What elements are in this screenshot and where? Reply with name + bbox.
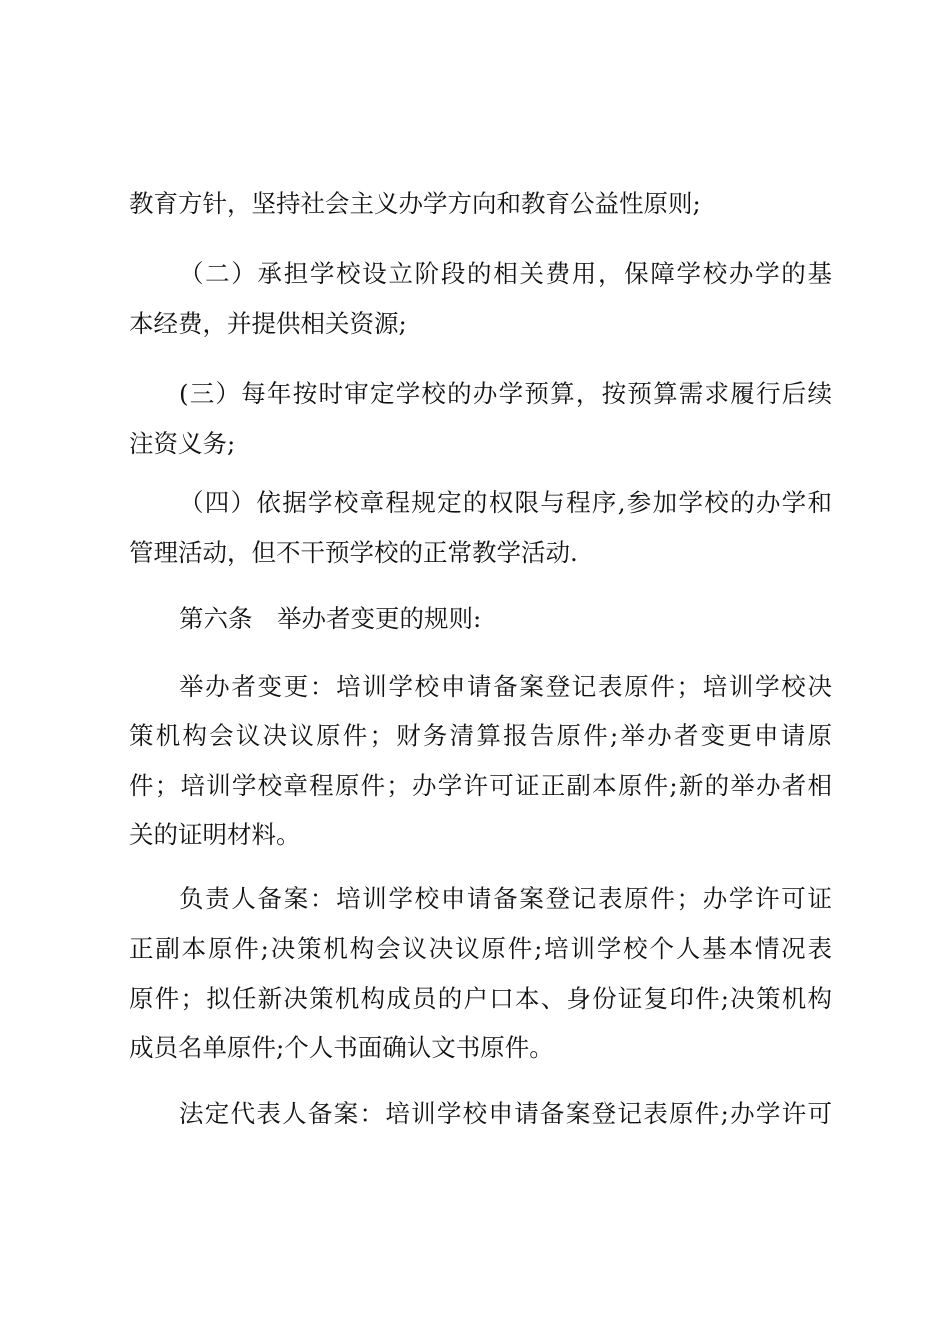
text-line: (三）每年按时审定学校的办学预算，按预算需求履行后续 bbox=[179, 379, 832, 408]
text-line: 管理活动，但不干预学校的正常教学活动. bbox=[129, 538, 578, 567]
text-line: 法定代表人备案：培训学校申请备案登记表原件;办学许可 bbox=[179, 1099, 832, 1128]
text-line: 正副本原件;决策机构会议决议原件;培训学校个人基本情况表 bbox=[129, 934, 832, 963]
text-line: 注资义务; bbox=[129, 429, 236, 458]
text-line: 本经费，并提供相关资源; bbox=[129, 309, 407, 338]
text-line: 原件；拟任新决策机构成员的户口本、身份证复印件;决策机构 bbox=[129, 984, 832, 1013]
text-line: 策机构会议决议原件；财务清算报告原件;举办者变更申请原 bbox=[129, 721, 832, 750]
section-heading: 第六条 举办者变更的规则: bbox=[179, 604, 482, 633]
text-line: （二）承担学校设立阶段的相关费用，保障学校办学的基 bbox=[179, 259, 832, 288]
text-line: 关的证明材料。 bbox=[129, 820, 301, 849]
text-line: 成员名单原件;个人书面确认文书原件。 bbox=[129, 1033, 554, 1062]
text-line: 件；培训学校章程原件；办学许可证正副本原件;新的举办者相 bbox=[129, 771, 832, 800]
text-line: 举办者变更：培训学校申请备案登记表原件；培训学校决 bbox=[179, 672, 832, 701]
text-line: （四）依据学校章程规定的权限与程序,参加学校的办学和 bbox=[179, 488, 832, 517]
text-line: 教育方针，坚持社会主义办学方向和教育公益性原则; bbox=[129, 189, 701, 218]
text-line: 负责人备案：培训学校申请备案登记表原件；办学许可证 bbox=[179, 884, 832, 913]
